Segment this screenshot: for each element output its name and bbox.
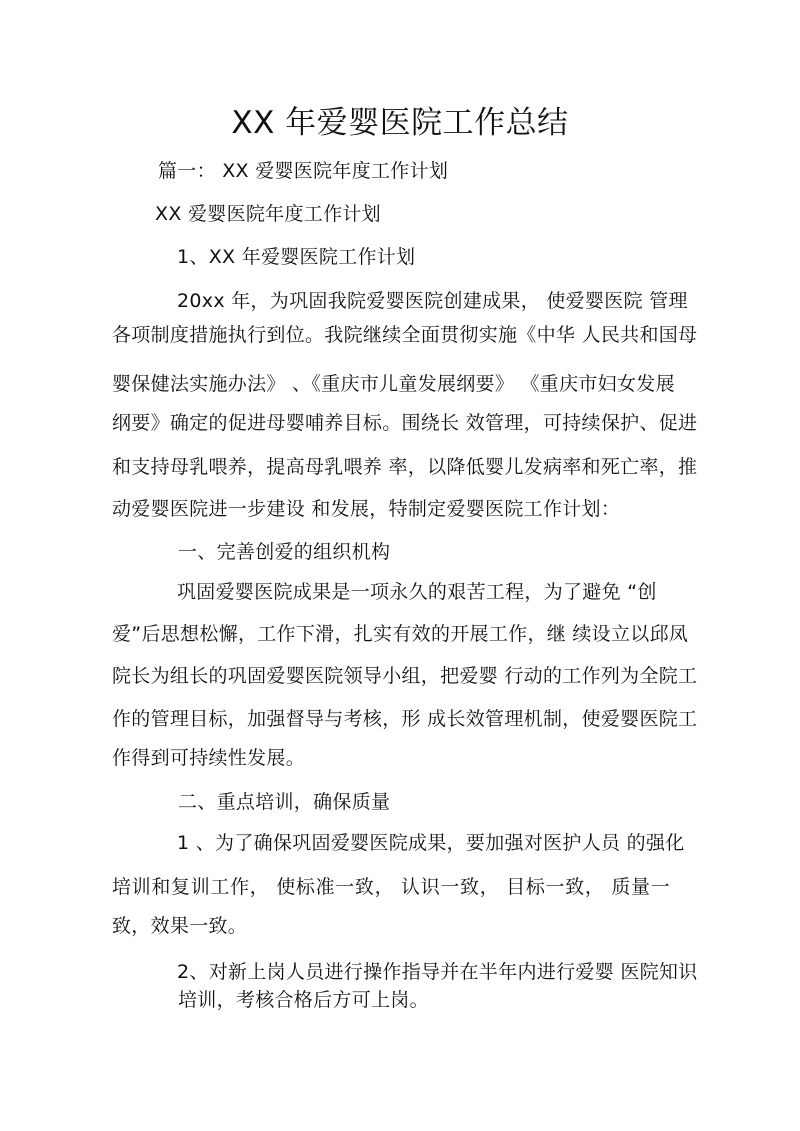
paragraph-line: 动爱婴医院进一步建设 和发展，特制定爱婴医院工作计划： [112,498,621,520]
paragraph-line: 20xx 年，为巩固我院爱婴医院创建成果， 使爱婴医院 管理 [177,290,688,312]
paragraph-line: 爱”后思想松懈，工作下滑，扎实有效的开展工作，继 续设立以邱凤 [112,623,689,645]
heading-two: 二、重点培训，确保质量 [178,791,391,813]
paragraph-line: 巩固爱婴医院成果是一项永久的艰苦工程，为了避免 “创 [177,581,657,603]
paragraph-line: 各项制度措施执行到位。我院继续全面贯彻实施《中华 人民共和国母 [112,324,698,346]
paragraph-line: 院长为组长的巩固爱婴医院领导小组，把爱婴 行动的工作列为全院工 [112,665,698,687]
paragraph-line: 和支持母乳喂养，提高母乳喂养 率，以降低婴儿发病率和死亡率，推 [112,456,698,478]
document-title: XX 年爱婴医院工作总结 [231,105,569,141]
paragraph-line: 婴保健法实施办法》 、《重庆市儿童发展纲要》 《重庆市妇女发展 [112,373,675,395]
paragraph-line: 作的管理目标，加强督导与考核，形 成长效管理机制，使爱婴医院工 [112,708,698,730]
paragraph-line: 纲要》确定的促进母婴哺养目标。围绕长 效管理，可持续保护、促进 [112,412,698,434]
paragraph-line: 致，效果一致。 [112,915,248,937]
paragraph-line: 作得到可持续性发展。 [112,747,306,769]
subtitle: XX 爱婴医院年度工作计划 [155,203,381,225]
paragraph-line: 培训，考核合格后方可上岗。 [178,989,429,1011]
paragraph-line: 培训和复训工作， 使标准一致， 认识一致， 目标一致， 质量一 [112,876,670,898]
part-heading: 篇一： XX 爱婴医院年度工作计划 [158,160,449,182]
paragraph-line: 2、对新上岗人员进行操作指导并在半年内进行爱婴 医院知识 [177,961,698,983]
paragraph-line: 1 、为了确保巩固爱婴医院成果，要加强对医护人员 的强化 [177,832,685,854]
heading-one: 一、完善创爱的组织机构 [178,541,391,563]
section-heading: 1、XX 年爱婴医院工作计划 [177,246,416,268]
